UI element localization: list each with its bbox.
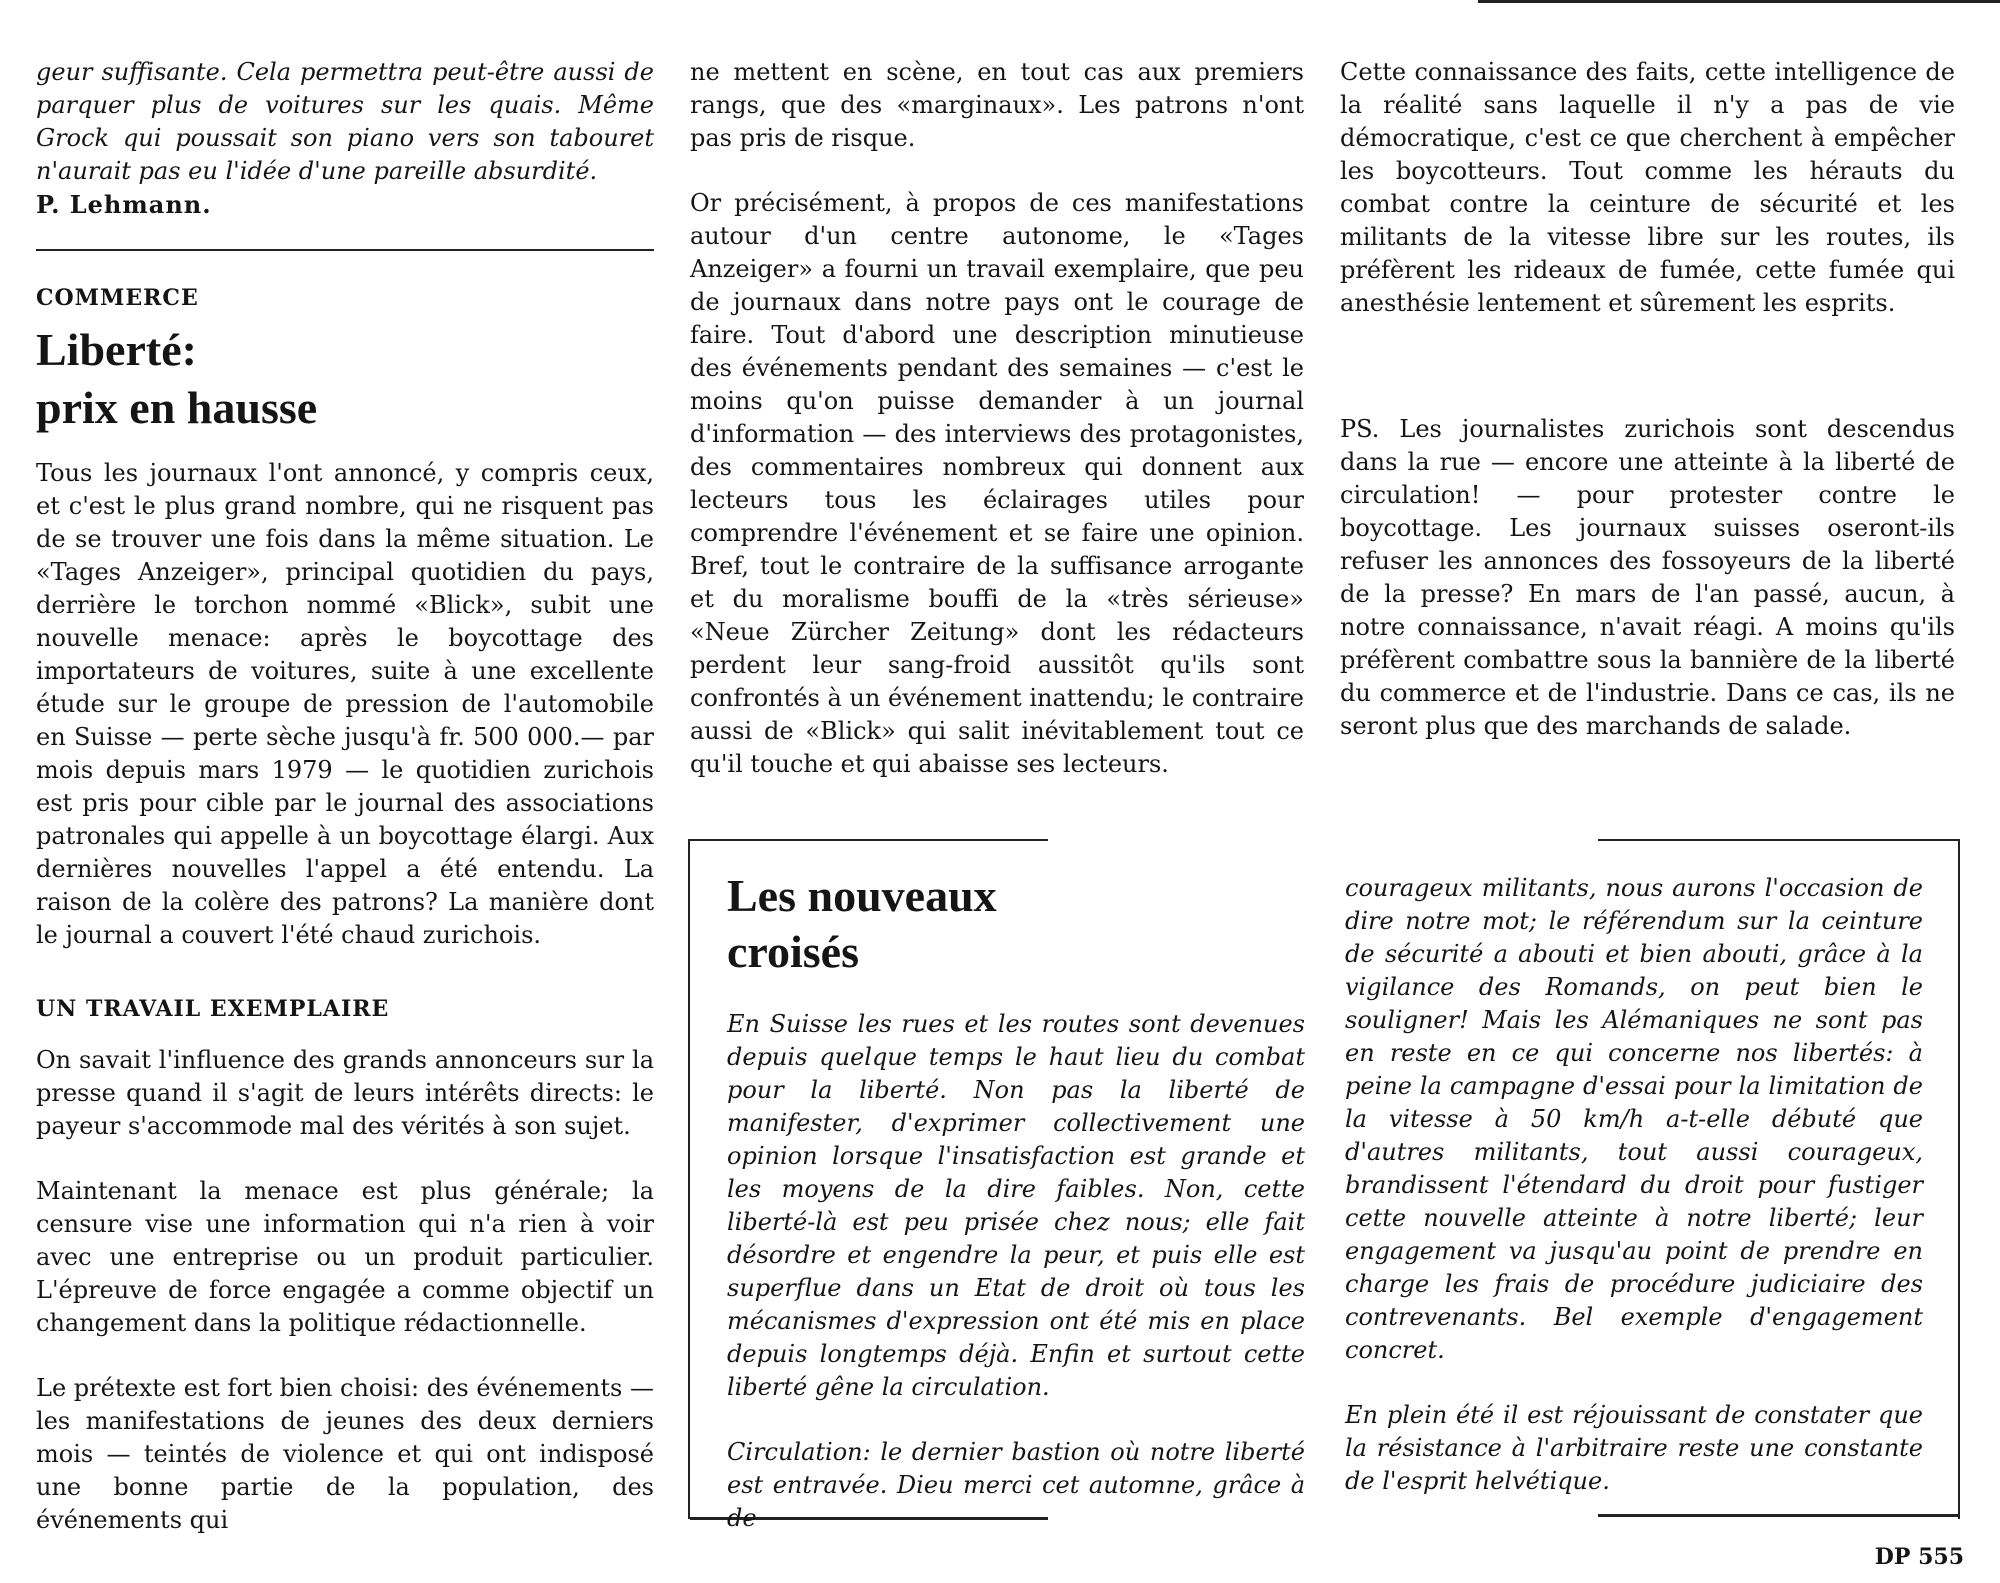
column-right	[1340, 56, 1955, 743]
article-paragraph: On savait l'influence des grands annonceurs sur la presse quand il s'agit de leurs intérêts directs: le payeur s'accommode mal des vérités à son sujet.	[36, 1046, 654, 1140]
column-middle	[690, 56, 1304, 781]
article-paragraph: Maintenant la menace est plus générale; la censure vise une information qui n'a rien à voir avec une entreprise ou un produit particulier. L'épreuve de force engagée a comme objectif un changement dans la politique rédactionnelle.	[36, 1177, 654, 1337]
box-frame-bottom-right	[1598, 1514, 1960, 1517]
article-paragraph: Tous les journaux l'ont annoncé, y compris ceux, et c'est le plus grand nombre, qui ne risquent pas de se trouver une fois dans la même situation. Le «Tages Anzeiger», principal quotidien du pays, derrière le torchon nommé «Blick», subit une nouvelle menace: après le boycottage des importateurs de voitures, suite à une excellente étude sur le groupe de pression de l'automobile en Suisse — perte sèche jusqu'à fr. 500 000.— par mois depuis mars 1979 — le quotidien zurichois est pris pour cible par le journal des associations patronales qui appelle à un boycottage élargi. Aux dernières nouvelles l'appel a été entendu. La raison de la colère des patrons? La manière dont le journal a couvert l'été chaud zurichois.	[36, 459, 654, 949]
top-rule	[1478, 0, 2000, 3]
boxed-article-right	[1345, 872, 1923, 1498]
author-signature: P. Lehmann.	[36, 190, 212, 219]
box-title-line-2: croisés	[727, 926, 860, 977]
boxed-paragraph: Circulation: le dernier bastion où notre liberté est entravée. Dieu merci cet automne, grâce à de	[727, 1438, 1305, 1532]
headline-line-1: Liberté:	[36, 324, 197, 375]
box-frame-top-left	[690, 839, 1048, 841]
boxed-paragraph: En Suisse les rues et les routes sont devenues depuis quelque temps le haut lieu du combat pour la liberté. Non pas la liberté de manifester, d'exprimer collectivement une opinion lorsque l'insatisfaction est grande et les moyens de la dire faibles. Non, cette liberté-là est peu prisée chez nous; elle fait désordre et engendre la peur, et puis elle est superflue dans un Etat de droit où tous les mécanismes d'expression ont été mis en place depuis longtemps déjà. Enfin et surtout cette liberté gêne la circulation.	[727, 1010, 1305, 1401]
intro-italic-paragraph: geur suffisante. Cela permettra peut-être aussi de parquer plus de voitures sur les quais. Même Grock qui poussait son piano vers son tabouret n'aurait pas eu l'idée d'une pareille absurdité.	[36, 58, 654, 185]
article-headline	[36, 321, 654, 437]
headline-line-2: prix en hausse	[36, 382, 318, 433]
boxed-paragraph: En plein été il est réjouissant de constater que la résistance à l'arbitraire reste une constante de l'esprit helvétique.	[1345, 1401, 1923, 1495]
column-left	[36, 56, 654, 1537]
section-divider	[36, 249, 654, 251]
box-frame-left	[688, 839, 690, 1519]
section-kicker: COMMERCE	[36, 285, 199, 311]
article-subheading: UN TRAVAIL EXEMPLAIRE	[36, 996, 390, 1022]
box-title-line-1: Les nouveaux	[727, 870, 997, 921]
boxed-paragraph: courageux militants, nous aurons l'occasion de dire notre mot; le référendum sur la ceinture de sécurité a abouti et bien abouti, grâce à la vigilance des Romands, on peut bien le souligner! Mais les Alémaniques ne sont pas en reste en ce qui concerne nos libertés: à peine la campagne d'essai pour la limitation de la vitesse à 50 km/h a-t-elle débuté que d'autres militants, tout aussi courageux, brandissent l'étendard du droit pour fustiger cette nouvelle atteinte à notre liberté; leur engagement va jusqu'au point de prendre en charge les frais de procédure judiciaire des contrevenants. Bel exemple d'engagement concret.	[1345, 874, 1923, 1364]
box-frame-right	[1958, 839, 1960, 1519]
postscript-paragraph: PS. Les journalistes zurichois sont descendus dans la rue — encore une atteinte à la liberté de circulation! — pour protester contre le boycottage. Les journaux suisses oseront-ils refuser les annonces des fossoyeurs de la liberté de la presse? En mars de l'an passé, aucun, à notre connaissance, n'avait réagi. A moins qu'ils préfèrent combattre sous la bannière de la liberté du commerce et de l'industrie. Dans ce cas, ils ne seront plus que des marchands de salade.	[1340, 415, 1955, 740]
article-paragraph: Or précisément, à propos de ces manifestations autour d'un centre autonome, le «Tages Anzeiger» a fourni un travail exemplaire, que peu de journaux dans notre pays ont le courage de faire. Tout d'abord une description minutieuse des événements pendant des semaines — c'est le moins qu'on puisse demander à un journal d'information — des interviews des protagonistes, des commentaires nombreux qui donnent aux lecteurs tous les éclairages utiles pour comprendre l'événement et se faire une opinion. Bref, tout le contraire de la suffisance arrogante et du moralisme bouffi de la «très sérieuse» «Neue Zürcher Zeitung» dont les rédacteurs perdent leur sang-froid aussitôt qu'ils sont confrontés à un événement inattendu; le contraire aussi de «Blick» qui salit inévitablement tout ce qu'il touche et qui abaisse ses lecteurs.	[690, 189, 1304, 778]
article-paragraph: ne mettent en scène, en tout cas aux premiers rangs, que des «marginaux». Les patrons n'ont pas pris de risque.	[690, 58, 1304, 152]
article-paragraph: Cette connaissance des faits, cette intelligence de la réalité sans laquelle il n'y a pas de vie démocratique, c'est ce que cherchent à empêcher les boycotteurs. Tout comme les hérauts du combat contre la ceinture de sécurité et les militants de la vitesse libre sur les routes, ils préfèrent les rideaux de fumée, cette fumée qui anesthésie lentement et sûrement les esprits.	[1340, 58, 1955, 317]
boxed-article-title	[727, 868, 1305, 980]
page-reference: DP 555	[1874, 1544, 1964, 1570]
article-paragraph: Le prétexte est fort bien choisi: des événements — les manifestations de jeunes des deux derniers mois — teintés de violence et qui ont indisposé une bonne partie de la population, des événements qui	[36, 1374, 654, 1534]
box-frame-top-right	[1598, 839, 1960, 841]
boxed-article-left	[727, 868, 1305, 1535]
